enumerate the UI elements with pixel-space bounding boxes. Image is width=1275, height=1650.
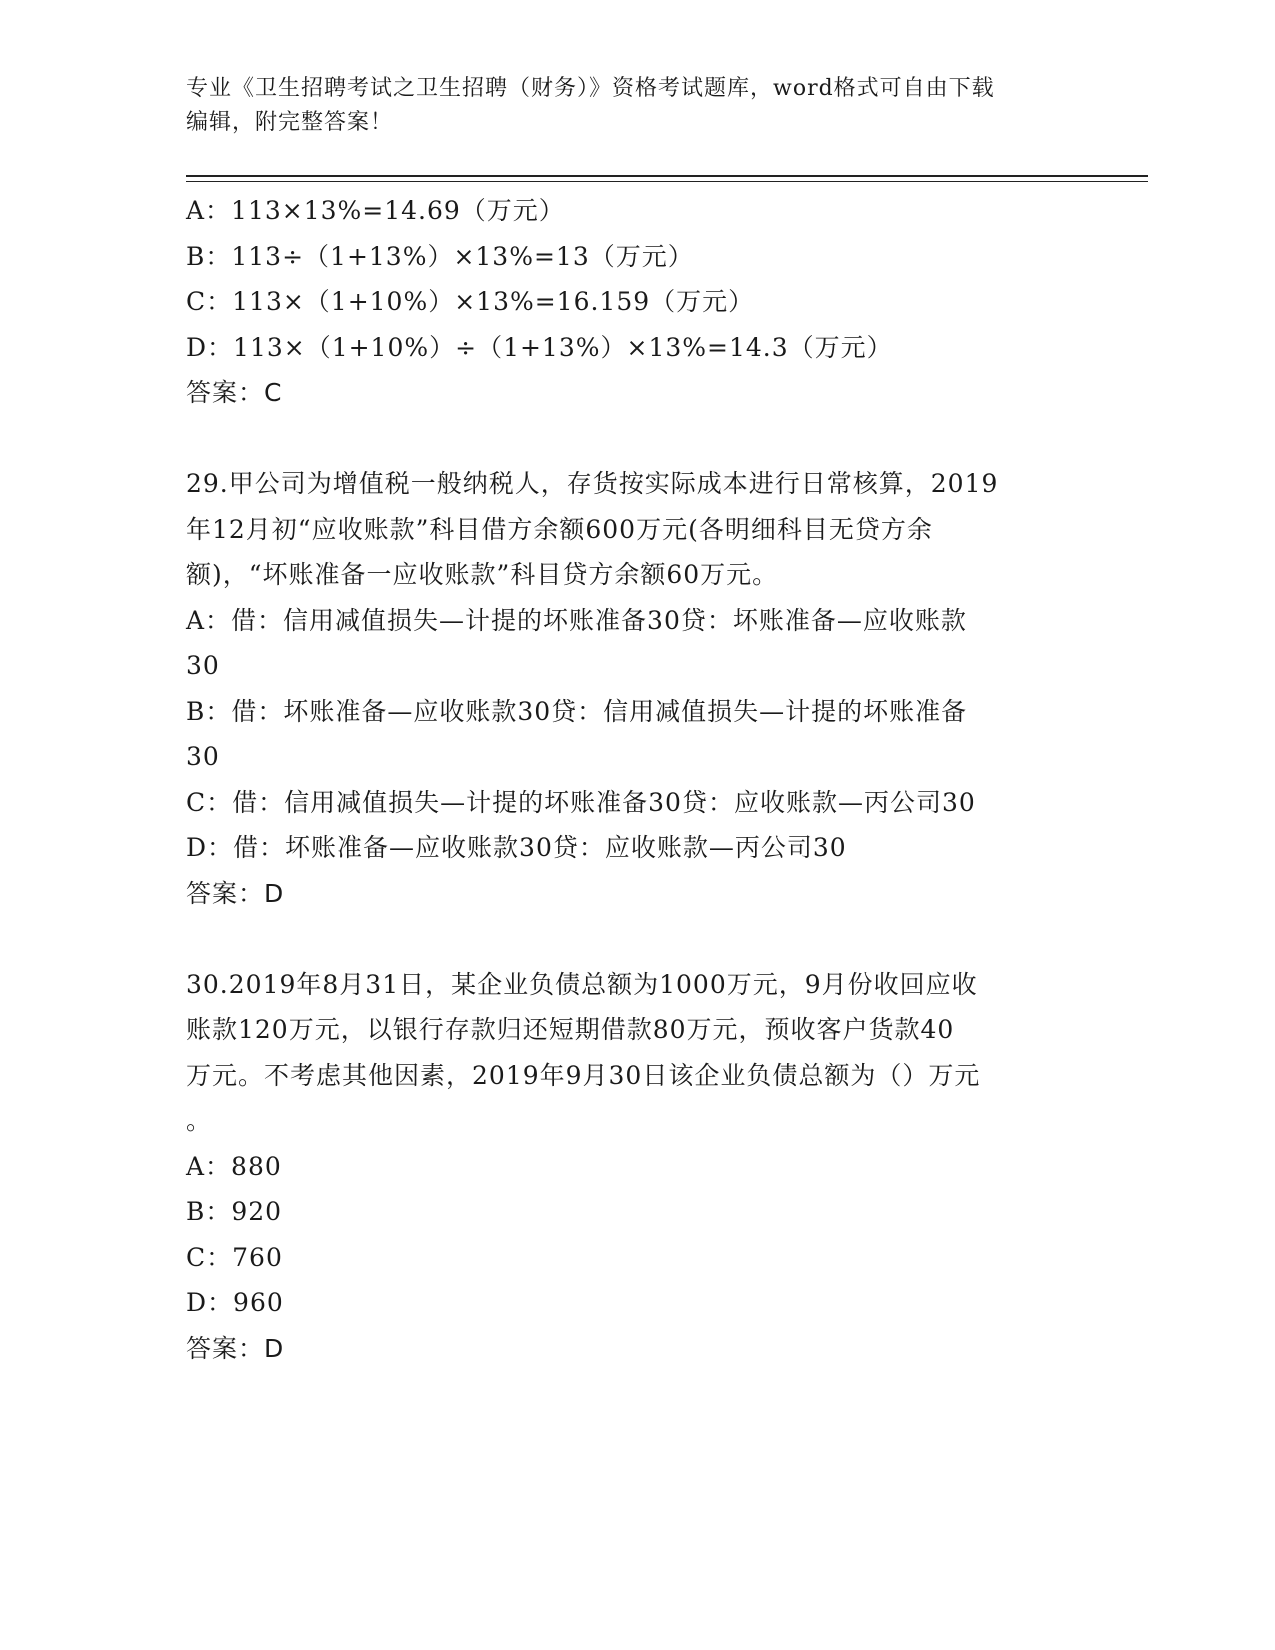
q29-option-a-line-2: 30 xyxy=(186,651,220,680)
header-line-2: 编辑，附完整答案！ xyxy=(186,110,394,135)
q28-option-a: A：113×13%=14.69（万元） xyxy=(186,196,565,225)
header-divider-thin xyxy=(186,181,1148,182)
q30-option-c: C：760 xyxy=(186,1242,283,1272)
q29-option-b-line-2: 30 xyxy=(186,742,220,771)
header-divider-thick xyxy=(186,175,1148,177)
q29-stem-line-3: 额)，“坏账准备一应收账款”科目贷方余额60万元。 xyxy=(186,560,779,589)
q30-stem-line-3: 万元。不考虑其他因素，2019年9月30日该企业负债总额为（）万元 xyxy=(186,1060,981,1090)
question-30-block xyxy=(186,962,1086,1372)
q30-stem-line-1: 30.2019年8月31日，某企业负债总额为1000万元，9月份收回应收 xyxy=(186,969,978,999)
question-29-block xyxy=(186,461,1086,916)
document-header xyxy=(186,72,1086,140)
q29-stem-line-2: 年12月初“应收账款”科目借方余额600万元(各明细科目无贷方余 xyxy=(186,514,933,544)
spacer xyxy=(186,416,1086,462)
q30-stem-line-4: 。 xyxy=(186,1106,212,1135)
q29-option-b-line-1: B：借：坏账准备—应收账款30贷：信用减值损失—计提的坏账准备 xyxy=(186,696,968,726)
spacer xyxy=(186,916,1086,962)
q30-option-b: B：920 xyxy=(186,1197,283,1226)
q28-option-b: B：113÷（1+13%）×13%=13（万元） xyxy=(186,241,694,271)
q29-answer: 答案：D xyxy=(186,878,285,908)
question-content xyxy=(186,188,1086,1371)
q29-option-c: C：借：信用减值损失—计提的坏账准备30贷：应收账款—丙公司30 xyxy=(186,787,976,817)
q28-option-c: C：113×（1+10%）×13%=16.159（万元） xyxy=(186,287,755,316)
q30-stem-line-2: 账款120万元，以银行存款归还短期借款80万元，预收客户货款40 xyxy=(186,1015,955,1044)
question-28-block xyxy=(186,188,1086,416)
q28-answer: 答案：C xyxy=(186,378,283,407)
q29-option-a-line-1: A：借：信用减值损失—计提的坏账准备30贷：坏账准备—应收账款 xyxy=(186,605,967,635)
q29-stem-line-1: 29.甲公司为增值税一般纳税人，存货按实际成本进行日常核算，2019 xyxy=(186,469,999,498)
q30-option-a: A：880 xyxy=(186,1151,282,1181)
q30-answer: 答案：D xyxy=(186,1333,285,1363)
header-line-1: 专业《卫生招聘考试之卫生招聘（财务）》资格考试题库，word格式可自由下载 xyxy=(186,76,995,101)
q30-option-d: D：960 xyxy=(186,1288,284,1317)
q29-option-d: D：借：坏账准备—应收账款30贷：应收账款—丙公司30 xyxy=(186,833,847,862)
q28-option-d: D：113×（1+10%）÷（1+13%）×13%=14.3（万元） xyxy=(186,332,893,362)
